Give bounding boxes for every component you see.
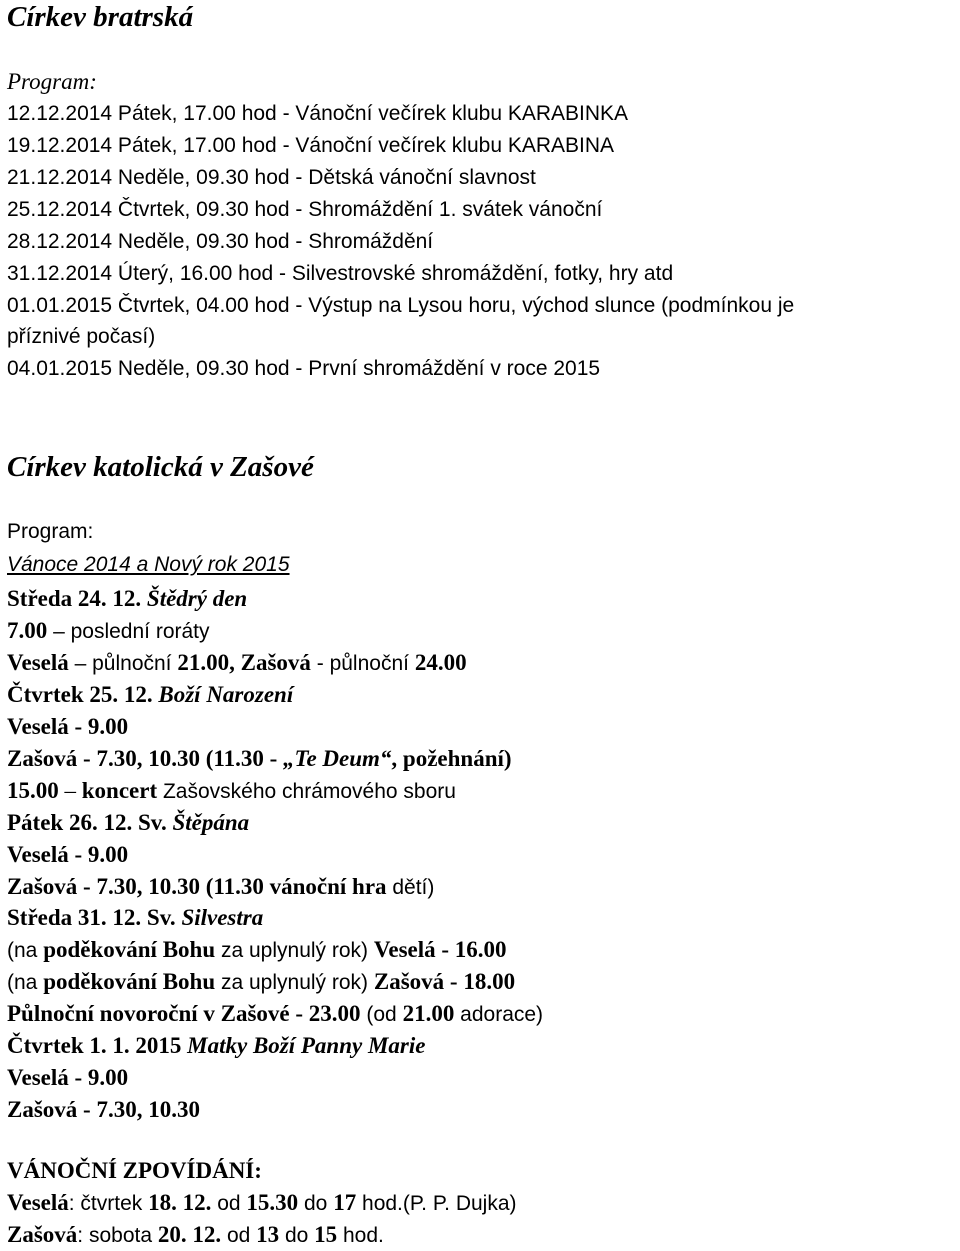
- confession-line: Zašová: sobota 20. 12. od 13 do 15 hod.: [7, 1222, 384, 1247]
- schedule-line: 7.00 – poslední roráty: [7, 618, 210, 643]
- list-item: 12.12.2014 Pátek, 17.00 hod - Vánoční večírek klubu KARABINKA: [7, 102, 629, 125]
- schedule-line: Čtvrtek 25. 12. Boží Narození: [7, 682, 294, 707]
- program-label-katolicka: Program:: [7, 520, 94, 543]
- program-subtitle: Vánoce 2014 a Nový rok 2015: [7, 553, 290, 576]
- schedule-line: (na poděkování Bohu za uplynulý rok) Zašová - 18.00: [7, 969, 516, 994]
- schedule-line: Středa 24. 12. Štědrý den: [7, 586, 248, 611]
- schedule-line: Pátek 26. 12. Sv. Štěpána: [7, 810, 250, 835]
- schedule-line: Zašová - 7.30, 10.30 (11.30 - „Te Deum“, požehnání): [7, 746, 512, 771]
- schedule-line: Středa 31. 12. Sv. Silvestra: [7, 905, 264, 930]
- list-item: 31.12.2014 Úterý, 16.00 hod - Silvestrovské shromáždění, fotky, hry atd: [7, 262, 674, 285]
- schedule-line: (na poděkování Bohu za uplynulý rok) Veselá - 16.00: [7, 937, 507, 962]
- list-item: 04.01.2015 Neděle, 09.30 hod - První shromáždění v roce 2015: [7, 357, 601, 380]
- program-label-bratrska: Program:: [7, 69, 97, 94]
- schedule-line: Zašová - 7.30, 10.30 (11.30 vánoční hra dětí): [7, 874, 435, 899]
- section-title-bratrska: Církev bratrská: [7, 1, 194, 33]
- schedule-line: Veselá - 9.00: [7, 714, 129, 739]
- schedule-line: 15.00 – koncert Zašovského chrámového sboru: [7, 778, 456, 803]
- list-item: 19.12.2014 Pátek, 17.00 hod - Vánoční večírek klubu KARABINA: [7, 134, 615, 157]
- schedule-line: Čtvrtek 1. 1. 2015 Matky Boží Panny Marie: [7, 1033, 426, 1058]
- list-item: 01.01.2015 Čtvrtek, 04.00 hod - Výstup na Lysou horu, východ slunce (podmínkou je: [7, 294, 795, 317]
- list-item: 25.12.2014 Čtvrtek, 09.30 hod - Shromáždění 1. svátek vánoční: [7, 198, 603, 221]
- list-item: 28.12.2014 Neděle, 09.30 hod - Shromáždění: [7, 230, 434, 253]
- confession-heading: VÁNOČNÍ ZPOVÍDÁNÍ:: [7, 1158, 262, 1183]
- schedule-line: Půlnoční novoroční v Zašové - 23.00 (od 21.00 adorace): [7, 1001, 544, 1026]
- list-item: 21.12.2014 Neděle, 09.30 hod - Dětská vánoční slavnost: [7, 166, 536, 189]
- confession-line: Veselá: čtvrtek 18. 12. od 15.30 do 17 hod.(P. P. Dujka): [7, 1190, 517, 1215]
- schedule-line: Veselá – půlnoční 21.00, Zašová - půlnoční 24.00: [7, 650, 467, 675]
- schedule-line: Veselá - 9.00: [7, 1065, 129, 1090]
- schedule-line: Veselá - 9.00: [7, 842, 129, 867]
- schedule-line: Zašová - 7.30, 10.30: [7, 1097, 200, 1122]
- section-title-katolicka: Církev katolická v Zašové: [7, 451, 314, 483]
- list-item: příznivé počasí): [7, 325, 156, 348]
